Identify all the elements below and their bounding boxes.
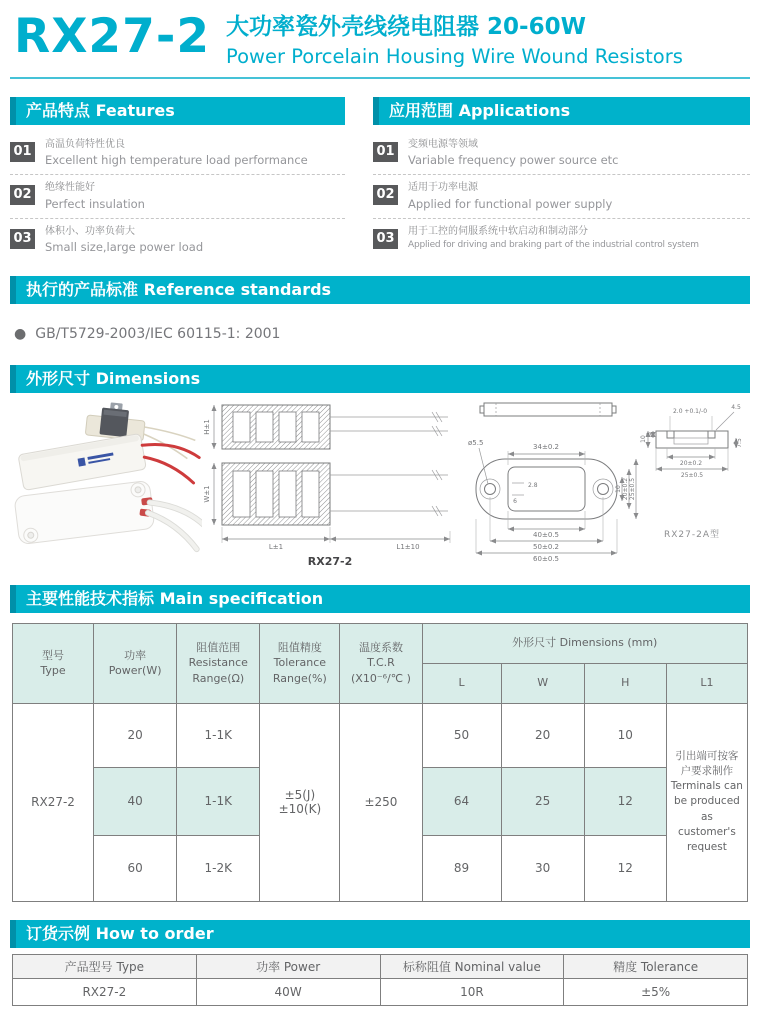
header-line: 阻值精度: [277, 640, 322, 654]
flange-drawing: [454, 397, 640, 569]
item-text: [45, 137, 308, 169]
l1-text-cn: 引出端可按客户要求制作: [675, 749, 739, 777]
spec-heading-bar: [10, 585, 750, 613]
header-divider: [10, 77, 750, 79]
table-row: [13, 954, 748, 978]
h-section: [203, 405, 448, 449]
spec-cell-tolerance: [260, 703, 340, 901]
header-line: Resistance: [188, 656, 248, 670]
product-model: RX27-2: [14, 9, 211, 64]
order-cell-tolerance: ±5%: [564, 978, 748, 1005]
standards-heading-bar: [10, 276, 750, 304]
dim-label: 3: [646, 431, 653, 436]
spec-cell-w: 20: [501, 703, 584, 767]
item-text-cn: 高温负荷特性优良: [45, 138, 125, 150]
applications-heading: 应用范围 Applications: [389, 100, 571, 120]
item-number-badge: 03: [10, 229, 35, 249]
item-number-badge: 03: [373, 229, 398, 249]
dimensions-heading: 外形尺寸 Dimensions: [26, 368, 201, 388]
dim-label: ø5.5: [468, 438, 484, 447]
dimensions-heading-bar: [10, 365, 750, 393]
item-text: [45, 180, 145, 212]
dim-label: 6: [513, 497, 517, 505]
spec-cell-power: 40: [94, 767, 177, 835]
standards-heading: 执行的产品标准 Reference standards: [26, 279, 332, 299]
header-line: Range(%): [272, 671, 327, 685]
standards-item: [14, 326, 746, 342]
header-line: Tolerance: [273, 656, 327, 670]
main-spec-section: [10, 585, 750, 902]
photo-housing-resistor: [14, 474, 202, 569]
header-line: Type: [40, 664, 66, 678]
dim-label: 2.0 +0.1/-0: [672, 407, 708, 415]
profile-2a-drawing: [640, 397, 746, 569]
list-item: [373, 132, 750, 176]
header-line: Power(W): [108, 664, 162, 678]
dim-label-h: H±1: [203, 418, 211, 435]
page-title-cn: 大功率瓷外壳线绕电阻器 20-60W: [226, 14, 586, 40]
order-table: [12, 954, 748, 1006]
item-number-badge: 01: [373, 142, 398, 162]
dim-label: 10: [615, 484, 622, 493]
dimension-drawings: [10, 397, 750, 569]
order-header-power: 功率 Power: [196, 954, 380, 978]
spec-heading: 主要性能技术指标 Main specification: [26, 588, 324, 608]
spec-header-l: L: [422, 663, 501, 703]
item-text: [408, 180, 612, 212]
tolerance-line: ±10(K): [278, 802, 322, 817]
spec-cell-power: 60: [94, 835, 177, 901]
header-line: (X10⁻⁶/℃ ): [351, 671, 411, 685]
header-line: Range(Ω): [192, 671, 245, 685]
dim-label: 10: [640, 434, 647, 443]
header-line: 温度系数: [358, 640, 403, 654]
table-row: [13, 703, 748, 767]
spec-cell-resistance: 1-2K: [177, 835, 260, 901]
item-text-en: Excellent high temperature load performance: [45, 153, 308, 168]
bullet-icon: ●: [14, 325, 27, 342]
order-heading: 订货示例 How to order: [26, 923, 214, 943]
dim-label: 25±0.5: [629, 477, 636, 500]
spec-cell-l: 64: [422, 767, 501, 835]
list-item: [10, 132, 345, 176]
item-number-badge: 01: [10, 142, 35, 162]
spec-cell-w: 30: [501, 835, 584, 901]
item-text: [45, 224, 203, 256]
header: [10, 0, 750, 68]
main-spec-table: [12, 623, 748, 902]
spec-cell-resistance: 1-1K: [177, 767, 260, 835]
applications-section: [373, 97, 750, 262]
spec-header-dimensions: 外形尺寸 Dimensions (mm): [422, 623, 748, 663]
dim-label: 20±0.2: [622, 477, 629, 500]
item-text-cn: 绝缘性能好: [45, 182, 95, 194]
list-item: [10, 175, 345, 219]
dim-label: 40±0.5: [533, 530, 559, 539]
spec-cell-tcr: ±250: [340, 703, 422, 901]
order-header-tolerance: 精度 Tolerance: [564, 954, 748, 978]
applications-list: [373, 132, 750, 258]
drawing-caption: RX27-2: [307, 554, 353, 568]
spec-cell-h: 12: [584, 835, 666, 901]
standards-section: [10, 276, 750, 342]
header-line: 阻值范围: [196, 640, 241, 654]
features-list: [10, 132, 345, 262]
order-cell-type: RX27-2: [13, 978, 197, 1005]
item-text-cn: 体积小、功率负荷大: [45, 225, 135, 237]
dim-label: 7.5: [736, 437, 743, 448]
spec-cell-h: 10: [584, 703, 666, 767]
item-text: [408, 137, 619, 169]
order-header-nominal: 标称阻值 Nominal value: [380, 954, 564, 978]
spec-cell-power: 20: [94, 703, 177, 767]
dimensions-section: [10, 365, 750, 569]
dim-label: 50±0.2: [533, 542, 559, 551]
drawing-caption-2a: RX27-2A型: [663, 529, 721, 540]
page-title-en: Power Porcelain Housing Wire Wound Resistors: [226, 44, 683, 68]
spec-header-power: [94, 623, 177, 703]
dim-label: 25±0.5: [680, 471, 704, 479]
spec-header-tolerance: [260, 623, 340, 703]
dim-label-w: W±1: [203, 484, 211, 503]
spec-header-h: H: [584, 663, 666, 703]
spec-cell-w: 25: [501, 767, 584, 835]
spec-cell-h: 12: [584, 767, 666, 835]
product-photos: [10, 397, 202, 569]
order-section: [10, 920, 750, 1006]
item-text-cn: 适用于功率电源: [408, 182, 478, 194]
dim-label: 34±0.2: [533, 442, 559, 451]
standards-text: GB/T5729-2003/IEC 60115-1: 2001: [35, 325, 281, 342]
dim-label: 4.5: [731, 403, 741, 411]
dim-label: 20±0.2: [679, 459, 703, 467]
item-text-en: Applied for functional power supply: [408, 196, 613, 211]
title-block: [226, 13, 683, 68]
item-text-en: Small size,large power load: [45, 240, 204, 255]
cross-section-drawing: [202, 397, 454, 569]
spec-cell-l: 50: [422, 703, 501, 767]
header-line: T.C.R: [367, 656, 395, 670]
order-cell-power: 40W: [196, 978, 380, 1005]
list-item: [10, 219, 345, 262]
spec-cell-resistance: 1-1K: [177, 703, 260, 767]
w-section: [203, 463, 448, 525]
item-number-badge: 02: [373, 185, 398, 205]
dim-label: 2.8: [528, 481, 538, 489]
dim-label-l: L±1: [268, 542, 284, 551]
spec-header-l1: L1: [666, 663, 747, 703]
item-number-badge: 02: [10, 185, 35, 205]
item-text-en: Variable frequency power source etc: [408, 153, 619, 168]
tolerance-line: ±5(J): [284, 788, 316, 803]
order-cell-nominal: 10R: [380, 978, 564, 1005]
header-line: 型号: [42, 648, 65, 662]
order-header-type: 产品型号 Type: [13, 954, 197, 978]
spec-header-w: W: [501, 663, 584, 703]
features-applications-row: [10, 97, 750, 262]
features-section: [10, 97, 345, 262]
list-item: [373, 219, 750, 258]
dim-label: 60±0.5: [533, 554, 559, 563]
spec-header-type: [13, 623, 94, 703]
dim-label-l1: L1±10: [396, 542, 420, 551]
item-text-cn: 用于工控的伺服系统中软启动和制动部分: [408, 225, 588, 237]
item-text: [408, 224, 699, 252]
header-line: 功率: [124, 648, 147, 662]
l1-text-en: Terminals can be produced as customer's request: [670, 780, 743, 854]
features-heading: 产品特点 Features: [26, 100, 175, 120]
applications-heading-bar: [373, 97, 750, 125]
flange-face: [476, 459, 617, 519]
order-heading-bar: [10, 920, 750, 948]
spec-cell-l1: [666, 703, 747, 901]
table-row: [13, 978, 748, 1005]
features-heading-bar: [10, 97, 345, 125]
spec-header-resistance: [177, 623, 260, 703]
profile-shape: [656, 431, 728, 448]
spec-cell-l: 89: [422, 835, 501, 901]
list-item: [373, 175, 750, 219]
item-text-en: Applied for driving and braking part of the industrial control system: [408, 240, 699, 251]
spec-cell-type: RX27-2: [13, 703, 94, 901]
spec-header-tcr: [340, 623, 422, 703]
item-text-cn: 变频电源等领域: [408, 138, 478, 150]
item-text-en: Perfect insulation: [45, 196, 145, 211]
